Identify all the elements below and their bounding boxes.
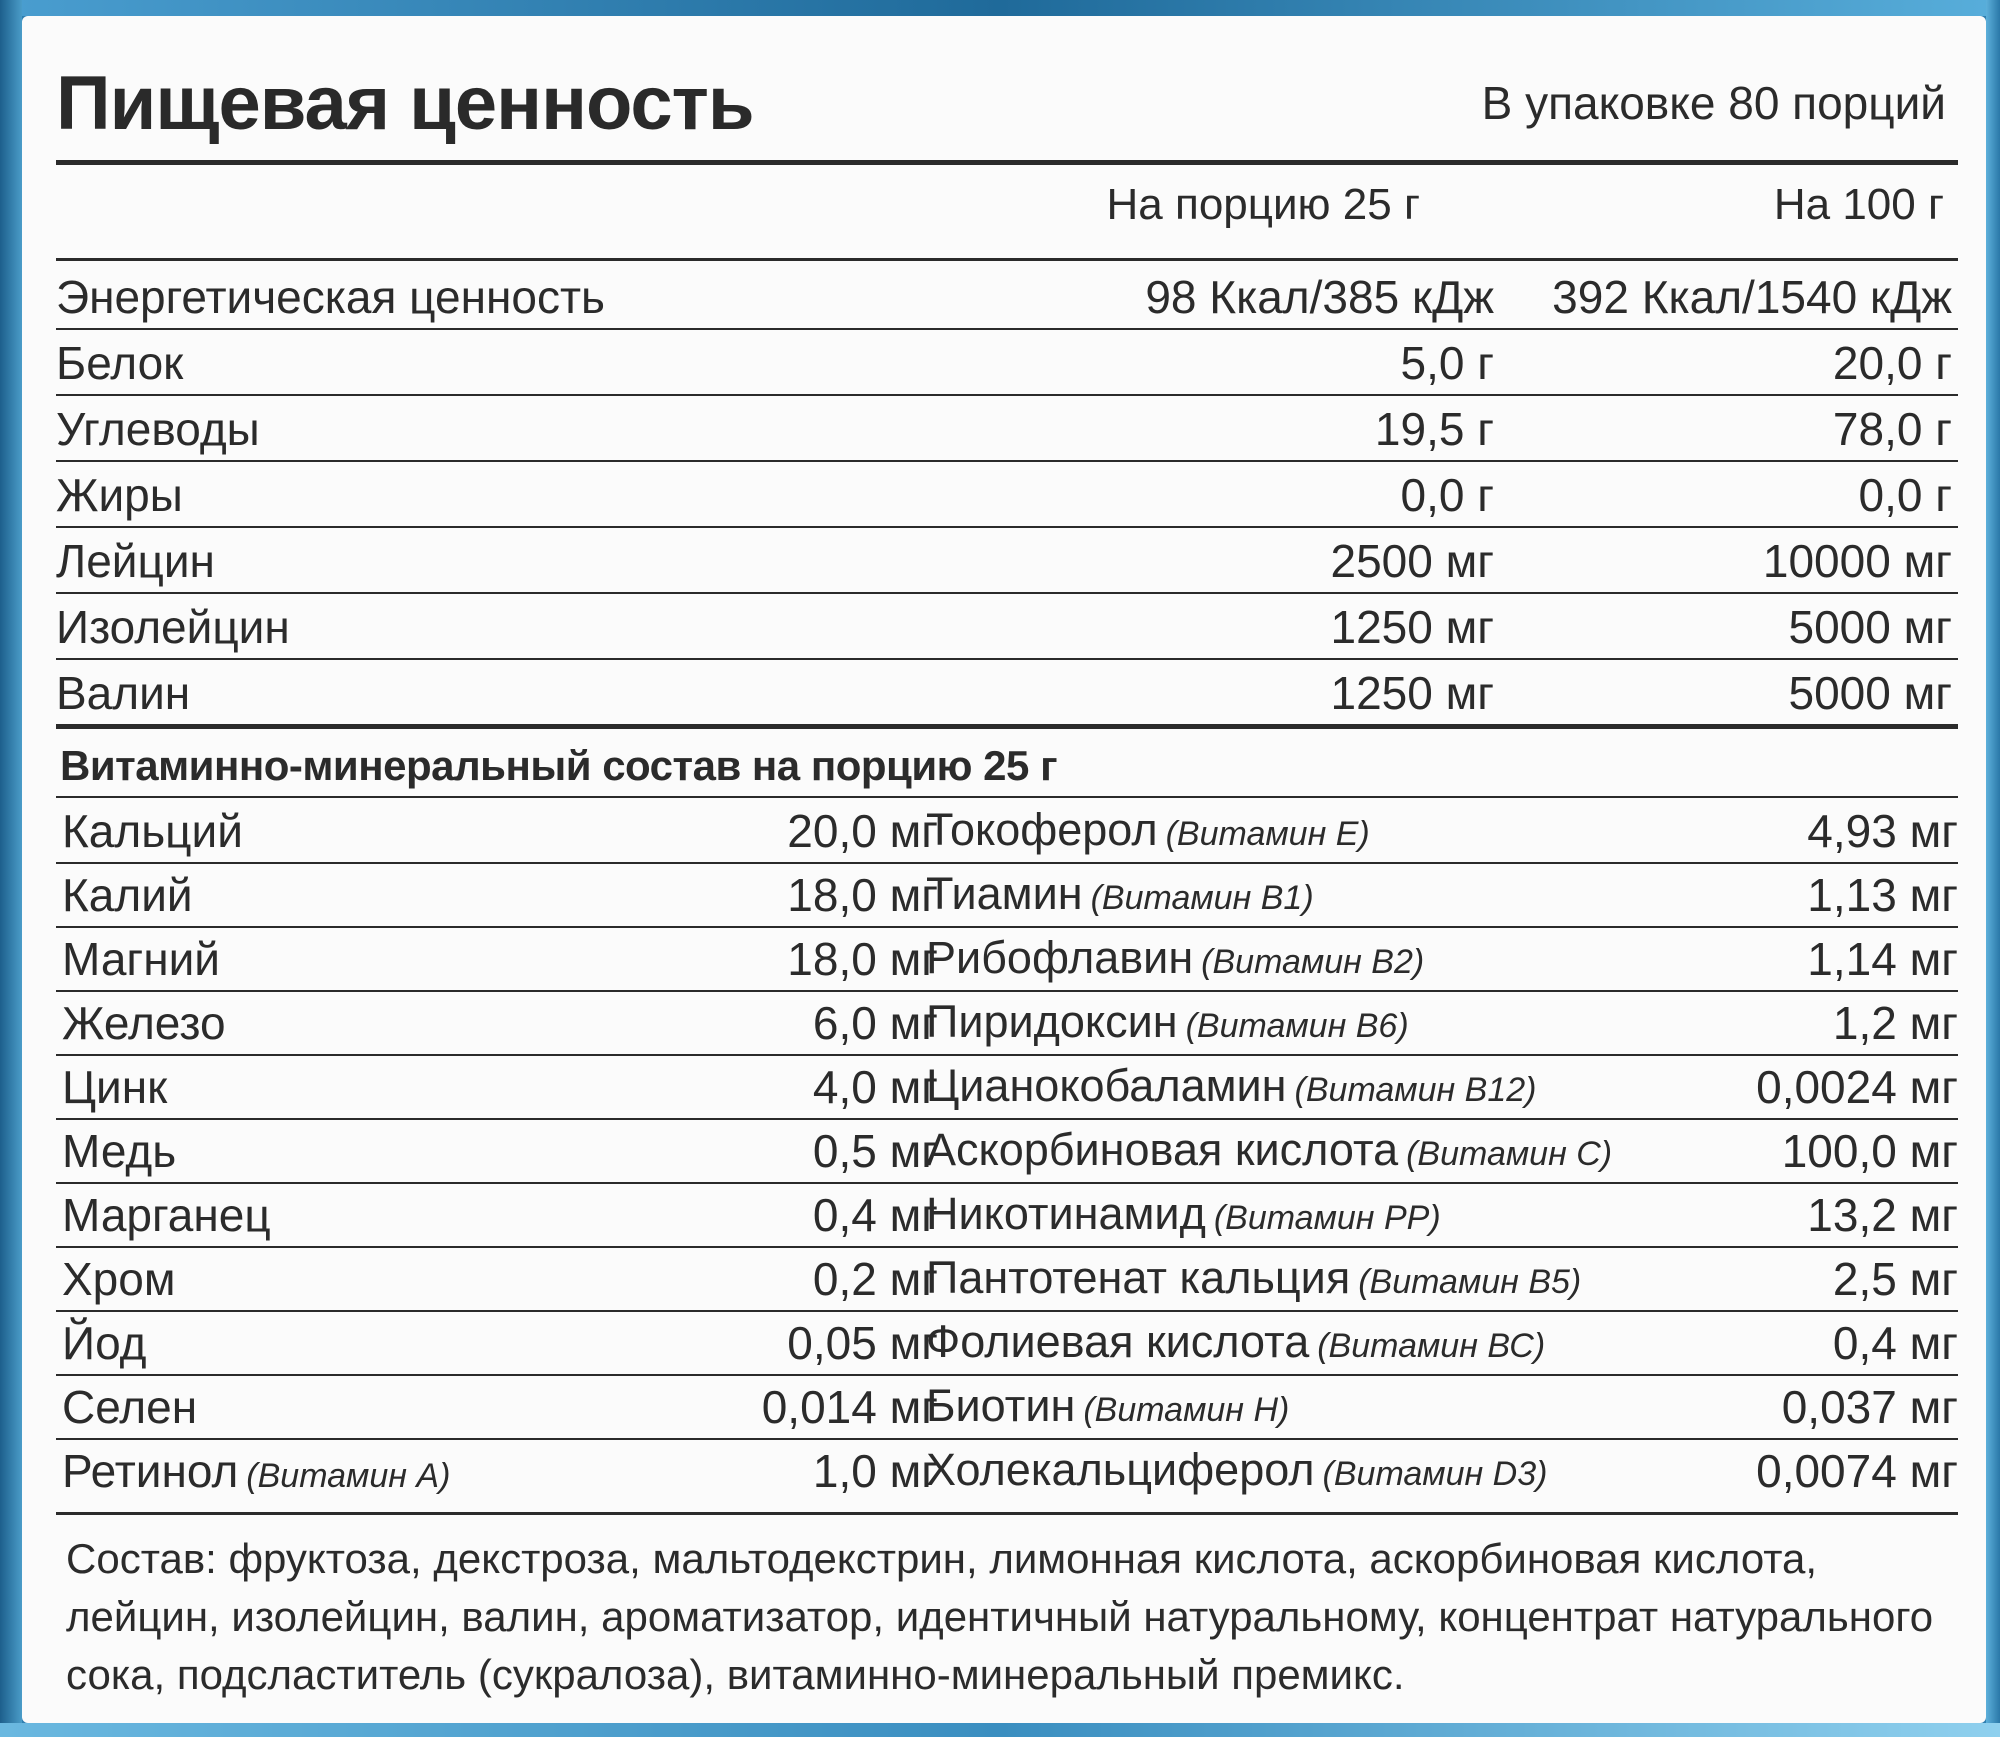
vitamin-name-text: Аскорбиновая кислота: [926, 1124, 1399, 1175]
vitamin-name: [926, 1188, 1441, 1240]
mineral-name-text: Селен: [62, 1381, 198, 1433]
vitamin-note: (Витамин D3): [1322, 1455, 1548, 1493]
vitamin-name: [926, 1444, 1547, 1496]
mineral-value: 0,4 мг: [812, 1189, 938, 1241]
nutrient-value-per-100: 392 Ккал/1540 кДж: [1552, 271, 1952, 323]
vitamin-value: 2,5 мг: [1832, 1253, 1958, 1305]
mineral-name-text: Марганец: [62, 1189, 271, 1241]
vitamin-value: 0,0024 мг: [1756, 1061, 1958, 1113]
vitamin-value: 13,2 мг: [1807, 1189, 1958, 1241]
nutrient-name: Валин: [56, 667, 191, 719]
nutrient-name: Изолейцин: [56, 601, 290, 653]
mineral-name: [62, 1444, 450, 1498]
vitamin-note: (Витамин В5): [1358, 1263, 1582, 1301]
mineral-name: [62, 1380, 205, 1434]
vitamin-row: [56, 1056, 1958, 1122]
vitamin-row: [56, 928, 1958, 994]
vitamin-name: [926, 1060, 1536, 1112]
mineral-value: 18,0 мг: [787, 933, 938, 985]
mineral-name-text: Ретинол: [62, 1445, 239, 1497]
vitamin-row: [56, 864, 1958, 930]
vitamins-section-title: Витаминно-минеральный состав на порцию 25 г: [60, 742, 1058, 789]
nutrition-row: [56, 594, 1958, 660]
vitamin-name-text: Токоферол: [926, 804, 1158, 855]
mineral-name: [62, 868, 201, 922]
mineral-value: 4,0 мг: [812, 1061, 938, 1113]
vitamin-name-text: Рибофлавин: [926, 932, 1194, 983]
vitamin-note: (Витамин В6): [1185, 1007, 1409, 1045]
mineral-name: [62, 1060, 175, 1114]
mineral-name: [62, 932, 228, 986]
mineral-name: [62, 996, 234, 1050]
column-header-per-100: На 100 г: [1773, 180, 1944, 229]
vitamin-name: [926, 1124, 1612, 1176]
vitamin-note: (Витамин В2): [1201, 943, 1425, 981]
mineral-name: [62, 804, 251, 858]
vitamin-name-text: Пиридоксин: [926, 996, 1178, 1047]
mineral-name: [62, 1316, 154, 1370]
nutrient-value-per-serving: 98 Ккал/385 кДж: [1145, 271, 1494, 323]
nutrition-row: [56, 528, 1958, 594]
mineral-name-text: Йод: [62, 1317, 147, 1369]
nutrient-value-per-serving: 1250 мг: [1330, 601, 1494, 653]
vitamin-row: [56, 1440, 1958, 1506]
package-edge-top: [0, 0, 2000, 16]
vitamin-name-text: Тиамин: [926, 868, 1083, 919]
mineral-value: 18,0 мг: [787, 869, 938, 921]
nutrient-name: Жиры: [56, 469, 183, 521]
mineral-value: 1,0 мг: [812, 1445, 938, 1497]
nutrient-value-per-100: 10000 мг: [1762, 535, 1952, 587]
nutrient-value-per-serving: 19,5 г: [1374, 403, 1494, 455]
vitamin-note: (Витамин РР): [1213, 1199, 1441, 1237]
mineral-value: 0,5 мг: [812, 1125, 938, 1177]
nutrition-row: [56, 462, 1958, 528]
vitamin-row: [56, 1120, 1958, 1186]
mineral-name-text: Магний: [62, 933, 220, 985]
title-divider: [56, 160, 1958, 165]
nutrition-row: [56, 396, 1958, 462]
mineral-value: 0,05 мг: [787, 1317, 938, 1369]
nutrient-value-per-serving: 5,0 г: [1400, 337, 1494, 389]
vitamins-header-divider: [56, 796, 1958, 798]
vitamin-value: 0,0074 мг: [1756, 1445, 1958, 1497]
vitamin-name: [926, 1252, 1581, 1304]
vitamin-name-text: Пантотенат кальция: [926, 1252, 1351, 1303]
mineral-value: 0,014 мг: [761, 1381, 938, 1433]
vitamin-note: (Витамин С): [1406, 1135, 1613, 1173]
vitamin-name: [926, 1380, 1289, 1432]
vitamin-value: 0,4 мг: [1832, 1317, 1958, 1369]
mineral-value: 6,0 мг: [812, 997, 938, 1049]
vitamin-name: [926, 996, 1409, 1048]
vitamin-value: 0,037 мг: [1781, 1381, 1958, 1433]
mineral-note: (Витамин А): [246, 1457, 451, 1495]
vitamin-value: 4,93 мг: [1807, 805, 1958, 857]
page-title: Пищевая ценность: [56, 61, 754, 146]
vitamin-value: 1,2 мг: [1832, 997, 1958, 1049]
mineral-value: 20,0 мг: [787, 805, 938, 857]
vitamin-name-text: Цианокобаламин: [926, 1060, 1287, 1111]
nutrient-value-per-100: 5000 мг: [1788, 601, 1952, 653]
column-header-per-serving: На порцию 25 г: [1106, 180, 1420, 229]
package-edge-bottom: [0, 1723, 2000, 1737]
mineral-name-text: Медь: [62, 1125, 177, 1177]
composition-divider: [56, 1512, 1958, 1515]
vitamin-name: [926, 804, 1370, 856]
vitamin-row: [56, 1312, 1958, 1378]
vitamin-row: [56, 800, 1958, 866]
nutrient-value-per-100: 78,0 г: [1832, 403, 1952, 455]
vitamin-row: [56, 1376, 1958, 1442]
section-divider: [56, 724, 1958, 729]
vitamin-row: [56, 992, 1958, 1058]
composition-text: Состав: фруктоза, декстроза, мальтодекстрин, лимонная кислота, аскорбиновая кислота, лейцин, изолейцин, валин, ароматизатор, идентичный натуральному, концентрат натурального сока, подсластитель (сукралоза), витаминно-минеральный премикс.: [66, 1535, 1934, 1698]
nutrition-row: [56, 330, 1958, 396]
mineral-name-text: Цинк: [62, 1061, 168, 1113]
vitamin-name: [926, 868, 1314, 920]
mineral-name-text: Хром: [62, 1253, 176, 1305]
nutrient-name: Энергетическая ценность: [56, 271, 606, 323]
vitamin-note: (Витамин ВС): [1317, 1327, 1546, 1365]
header-divider: [56, 258, 1958, 261]
vitamin-name: [926, 932, 1424, 984]
vitamin-name-text: Биотин: [926, 1380, 1076, 1431]
mineral-name-text: Кальций: [62, 805, 243, 857]
servings-per-package: В упаковке 80 порций: [1481, 77, 1946, 129]
nutrient-value-per-100: 0,0 г: [1858, 469, 1952, 521]
mineral-value: 0,2 мг: [812, 1253, 938, 1305]
vitamin-note: (Витамин Н): [1083, 1391, 1290, 1429]
mineral-name: [62, 1252, 183, 1306]
vitamin-name-text: Холекальциферол: [926, 1444, 1315, 1495]
vitamin-row: [56, 1184, 1958, 1250]
package-edge-right: [1986, 0, 2000, 1737]
nutrition-row: [56, 264, 1958, 330]
vitamin-value: 1,14 мг: [1807, 933, 1958, 985]
vitamin-value: 100,0 мг: [1781, 1125, 1958, 1177]
mineral-name-text: Железо: [62, 997, 226, 1049]
mineral-name: [62, 1124, 184, 1178]
vitamin-name-text: Никотинамид: [926, 1188, 1206, 1239]
vitamin-note: (Витамин Е): [1165, 815, 1370, 853]
vitamin-note: (Витамин В12): [1294, 1071, 1537, 1109]
nutrient-value-per-100: 5000 мг: [1788, 667, 1952, 719]
mineral-name-text: Калий: [62, 869, 193, 921]
package-edge-left: [0, 0, 22, 1737]
nutrient-value-per-serving: 0,0 г: [1400, 469, 1494, 521]
vitamin-note: (Витамин В1): [1090, 879, 1314, 917]
vitamin-row: [56, 1248, 1958, 1314]
nutrient-name: Белок: [56, 337, 184, 389]
nutrition-row: [56, 660, 1958, 726]
nutrient-value-per-100: 20,0 г: [1832, 337, 1952, 389]
vitamin-name-text: Фолиевая кислота: [926, 1316, 1310, 1367]
nutrient-name: Углеводы: [56, 403, 260, 455]
vitamin-name: [926, 1316, 1545, 1368]
vitamin-value: 1,13 мг: [1807, 869, 1958, 921]
nutrient-value-per-serving: 2500 мг: [1330, 535, 1494, 587]
nutrient-value-per-serving: 1250 мг: [1330, 667, 1494, 719]
mineral-name: [62, 1188, 279, 1242]
nutrient-name: Лейцин: [56, 535, 215, 587]
